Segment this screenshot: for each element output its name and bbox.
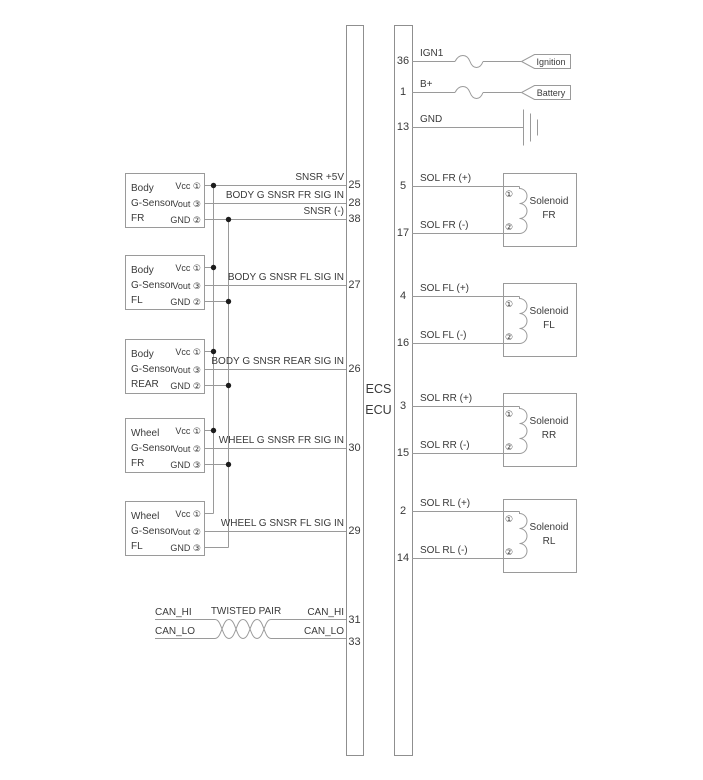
sensor-pin-vout: Vout ③ — [172, 199, 201, 209]
pin-13: 13 — [396, 121, 410, 133]
solenoid-fr-terminal-1: ① — [505, 189, 514, 199]
pin-3: 3 — [399, 400, 407, 412]
pin-15: 15 — [396, 447, 410, 459]
pin-1: 1 — [399, 86, 407, 98]
sensor-name: Wheel G-Sensor FR — [131, 428, 174, 469]
solenoid-fr-name: Solenoid FR — [529, 196, 569, 221]
solenoid-rl-name: Solenoid RL — [529, 522, 569, 547]
wire-label-snsr-minus: SNSR (-) — [303, 206, 344, 217]
fuse-icon-ignition — [455, 56, 483, 68]
sensor-pin-vcc: Vcc ① — [175, 509, 201, 519]
sensor-pin-vcc: Vcc ① — [175, 181, 201, 191]
pin-14: 14 — [396, 552, 410, 564]
sensor-name: Body G-Sensor FR — [131, 183, 174, 224]
ground-icon — [524, 110, 538, 146]
sensor-pin-gnd: GND ② — [170, 381, 201, 391]
wire-label-sol-fl-neg: SOL FL (-) — [420, 330, 467, 341]
wire-label-body-g-fl-sig: BODY G SNSR FL SIG IN — [227, 272, 344, 283]
sensor-pin-vcc: Vcc ① — [175, 426, 201, 436]
wire-label-gnd: GND — [420, 114, 443, 125]
pin-2: 2 — [399, 505, 407, 517]
wire-label-sol-rl-neg: SOL RL (-) — [420, 545, 468, 556]
pin-26: 26 — [348, 363, 361, 375]
wire-label-wheel-g-fr-sig: WHEEL G SNSR FR SIG IN — [218, 435, 344, 446]
twisted-pair-label: TWISTED PAIR — [210, 606, 282, 617]
pin-5: 5 — [399, 180, 407, 192]
wire-label-wheel-g-fl-sig: WHEEL G SNSR FL SIG IN — [220, 518, 344, 529]
sensor-pin-vcc: Vcc ① — [175, 347, 201, 357]
ecu-label-line1: ECS — [365, 382, 392, 396]
sensor-pin-vout: Vout ③ — [172, 365, 201, 375]
sensor-name: Wheel G-Sensor FL — [131, 511, 174, 552]
wire-label-body-g-rear-sig: BODY G SNSR REAR SIG IN — [211, 356, 344, 367]
ecu-label — [363, 379, 394, 421]
wire-label-bplus: B+ — [420, 79, 433, 90]
wire-label-sol-fr-pos: SOL FR (+) — [420, 173, 472, 184]
can-hi-label-left: CAN_HI — [155, 607, 192, 618]
wire-label-sol-fr-neg: SOL FR (-) — [420, 220, 469, 231]
solenoid-rr-name: Solenoid RR — [529, 416, 569, 441]
solenoid-rl-terminal-1: ① — [505, 514, 514, 524]
pin-25: 25 — [348, 179, 361, 191]
wire-label-body-g-fr-sig: BODY G SNSR FR SIG IN — [225, 190, 344, 201]
pin-28: 28 — [348, 197, 361, 209]
wire-label-sol-fl-pos: SOL FL (+) — [420, 283, 469, 294]
can-lo-label-left: CAN_LO — [155, 626, 196, 637]
sensor-name: Body G-Sensor FL — [131, 265, 174, 306]
solenoid-fr-terminal-2: ② — [505, 222, 514, 232]
ecu-label-line2: ECU — [365, 403, 392, 417]
sensor-pin-vout: Vout ② — [172, 527, 201, 537]
ecu-right-connector-strip — [395, 26, 413, 756]
pin-31: 31 — [348, 614, 361, 626]
sensor-name: Body G-Sensor REAR — [131, 349, 174, 390]
solenoid-fl-terminal-2: ② — [505, 332, 514, 342]
pin-27: 27 — [348, 279, 361, 291]
wire-label-sol-rr-neg: SOL RR (-) — [420, 440, 470, 451]
solenoid-fl-name: Solenoid FL — [529, 306, 569, 331]
solenoid-rr-terminal-1: ① — [505, 409, 514, 419]
fuse-icon-battery — [455, 87, 483, 99]
pin-17: 17 — [396, 227, 410, 239]
solenoid-rr-terminal-2: ② — [505, 442, 514, 452]
sensor-pin-gnd: GND ③ — [170, 460, 201, 470]
solenoid-rl-terminal-2: ② — [505, 547, 514, 557]
pin-29: 29 — [348, 525, 361, 537]
wire-label-sol-rl-pos: SOL RL (+) — [420, 498, 471, 509]
wire-label-snsr-5v: SNSR +5V — [295, 172, 344, 183]
sensor-pin-vout: Vout ③ — [172, 281, 201, 291]
pin-36: 36 — [396, 55, 410, 67]
can-hi-label-right: CAN_HI — [307, 607, 344, 618]
sensor-pin-gnd: GND ② — [170, 297, 201, 307]
pin-38: 38 — [348, 213, 361, 225]
sensor-pin-vcc: Vcc ① — [175, 263, 201, 273]
pin-33: 33 — [348, 636, 361, 648]
battery-connector-label: Battery — [536, 88, 566, 98]
pin-30: 30 — [348, 442, 361, 454]
pin-4: 4 — [399, 290, 407, 302]
wire-label-sol-rr-pos: SOL RR (+) — [420, 393, 473, 404]
sensor-pin-vout: Vout ② — [172, 444, 201, 454]
solenoid-fl-terminal-1: ① — [505, 299, 514, 309]
sensor-pin-gnd: GND ② — [170, 215, 201, 225]
pin-16: 16 — [396, 337, 410, 349]
sensor-pin-gnd: GND ③ — [170, 543, 201, 553]
ignition-connector-label: Ignition — [536, 57, 566, 67]
can-lo-label-right: CAN_LO — [303, 626, 344, 637]
wire-label-ign1: IGN1 — [420, 48, 444, 59]
